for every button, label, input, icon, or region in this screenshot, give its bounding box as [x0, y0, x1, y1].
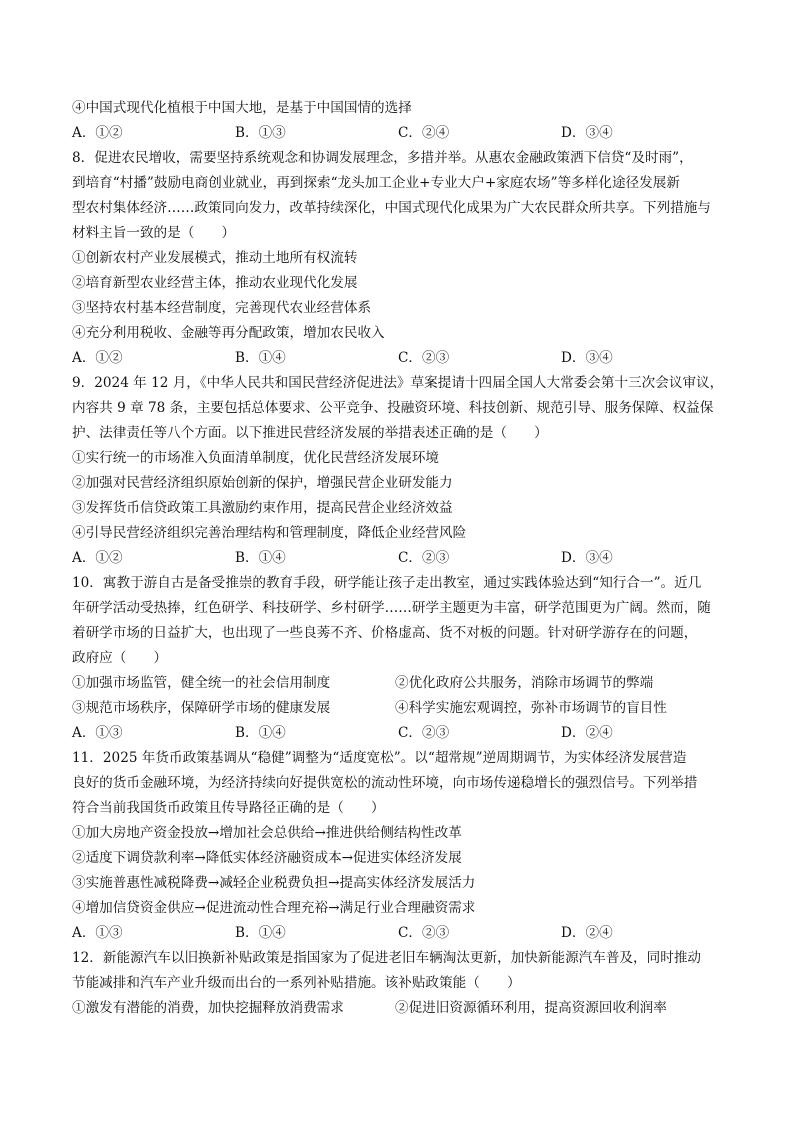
q11-option-d: D．②④ [561, 925, 613, 941]
q10-items-row [72, 696, 724, 721]
q11-option-a: A．①③ [72, 925, 123, 941]
q7-option-d: D．③④ [561, 125, 613, 141]
q7-item-4: ④中国式现代化植根于中国大地，是基于中国国情的选择 [72, 100, 412, 116]
q9-item-2: ②加强对民营经济组织原始创新的保护，增强民营企业研发能力 [72, 475, 453, 491]
q8-stem-line: 型农村集体经济……政策同向发力，改革持续深化，中国式现代化成果为广大农民群众所共享。下列措施与 [72, 200, 711, 216]
q10-stem-line: 政府应（ ） [72, 650, 168, 666]
q11-options [72, 921, 724, 946]
q8-item-1: ①创新农村产业发展模式，推动土地所有权流转 [72, 250, 358, 266]
question-10 [72, 571, 724, 746]
q7-option-c: C．②④ [398, 125, 450, 141]
q9-stem-line: 护、法律责任等八个方面。以下推进民营经济发展的举措表述正确的是（ ） [72, 425, 548, 441]
q9-item-4: ④引导民营经济组织完善治理结构和管理制度，降低企业经营风险 [72, 525, 467, 541]
q11-item-3: ③实施普惠性减税降费→减轻企业税费负担→提高实体经济发展活力 [72, 875, 476, 891]
q8-option-a: A．①② [72, 350, 123, 366]
question-8 [72, 146, 724, 371]
q11-option-b: B．①④ [235, 925, 286, 941]
q10-option-b: B．①④ [235, 725, 286, 741]
q12-stem-line: 节能减排和汽车产业升级而出台的一系列补贴措施。该补贴政策能（ ） [72, 975, 521, 991]
q10-item-4: ④科学实施宏观调控，弥补市场调节的盲目性 [395, 700, 667, 716]
q9-option-b: B．①④ [235, 550, 286, 566]
q9-options [72, 546, 724, 571]
question-12 [72, 946, 724, 1021]
q12-item-1: ①激发有潜能的消费，加快挖掘释放消费需求 [72, 1000, 344, 1016]
q8-stem-line: 8．促进农民增收，需要坚持系统观念和协调发展理念，多措并举。从惠农金融政策洒下信贷“及时雨”， [72, 150, 693, 166]
q12-item-2: ②促进旧资源循环利用，提高资源回收利润率 [395, 1000, 667, 1016]
q9-item-3: ③发挥货币信贷政策工具激励约束作用，提高民营企业经济效益 [72, 500, 453, 516]
q9-option-c: C．②③ [398, 550, 450, 566]
q10-stem-line: 10．寓教于游自古是备受推崇的教育手段，研学能让孩子走出教室，通过实践体验达到“知行合一”。近几 [72, 575, 702, 591]
q10-options [72, 721, 724, 746]
question-11 [72, 746, 724, 946]
q9-stem-line: 9．2024 年 12 月，《中华人民共和国民营经济促进法》草案提请十四届全国人大常委会第十三次会议审议， [72, 375, 724, 391]
q8-item-2: ②培育新型农业经营主体，推动农业现代化发展 [72, 275, 358, 291]
q10-items-row [72, 671, 724, 696]
q12-stem-line: 12．新能源汽车以旧换新补贴政策是指国家为了促进老旧车辆淘汰更新，加快新能源汽车普及，同时推动 [72, 950, 702, 966]
question-9 [72, 371, 724, 571]
page-content [72, 96, 724, 1021]
q8-options [72, 346, 724, 371]
q8-option-c: C．②③ [398, 350, 450, 366]
q10-item-2: ②优化政府公共服务，消除市场调节的弊端 [395, 675, 654, 691]
q10-option-c: C．②③ [398, 725, 450, 741]
q8-item-4: ④充分利用税收、金融等再分配政策，增加农民收入 [72, 325, 385, 341]
q11-stem-line: 11．2025 年货币政策基调从“稳健”调整为“适度宽松”。以“超常规”逆周期调节，为实体经济发展营造 [72, 750, 687, 766]
q8-item-3: ③坚持农村基本经营制度，完善现代农业经营体系 [72, 300, 372, 316]
q10-option-d: D．②④ [561, 725, 613, 741]
q11-item-1: ①加大房地产资金投放→增加社会总供给→推进供给侧结构性改革 [72, 825, 462, 841]
q8-stem-line: 材料主旨一致的是（ ） [72, 225, 236, 241]
q7-option-b: B．①③ [235, 125, 286, 141]
q11-stem-line: 符合当前我国货币政策且传导路径正确的是（ ） [72, 800, 385, 816]
q9-stem-line: 内容共 9 章 78 条，主要包括总体要求、公平竞争、投融资环境、科技创新、规范引导、服务保障、权益保 [72, 400, 714, 416]
q10-option-a: A．①③ [72, 725, 123, 741]
q10-item-3: ③规范市场秩序，保障研学市场的健康发展 [72, 700, 331, 716]
q9-item-1: ①实行统一的市场准入负面清单制度，优化民营经济发展环境 [72, 450, 440, 466]
q8-option-b: B．①④ [235, 350, 286, 366]
q11-option-c: C．②③ [398, 925, 450, 941]
q7-options [72, 121, 724, 146]
q11-stem-line: 良好的货币金融环境，为经济持续向好提供宽松的流动性环境，向市场传递稳增长的强烈信号。下列举措 [72, 775, 698, 791]
q10-stem-line: 年研学活动受热捧，红色研学、科技研学、乡村研学……研学主题更为丰富，研学范围更为广阔。然而，随 [72, 600, 711, 616]
q11-item-4: ④增加信贷资金供应→促进流动性合理充裕→满足行业合理融资需求 [72, 900, 476, 916]
q12-items-row [72, 996, 724, 1021]
q8-option-d: D．③④ [561, 350, 613, 366]
q8-stem-line: 到培育“村播”鼓励电商创业就业，再到探索“龙头加工企业+专业大户+家庭农场”等多样化途径发展新 [72, 175, 680, 191]
q9-option-a: A．①② [72, 550, 123, 566]
q7-option-a: A．①② [72, 125, 123, 141]
q10-item-1: ①加强市场监管，健全统一的社会信用制度 [72, 675, 331, 691]
q11-item-2: ②适度下调贷款利率→降低实体经济融资成本→促进实体经济发展 [72, 850, 462, 866]
q10-stem-line: 着研学市场的日益扩大，也出现了一些良莠不齐、价格虚高、货不对板的问题。针对研学游存在的问题， [72, 625, 698, 641]
q9-option-d: D．③④ [561, 550, 613, 566]
